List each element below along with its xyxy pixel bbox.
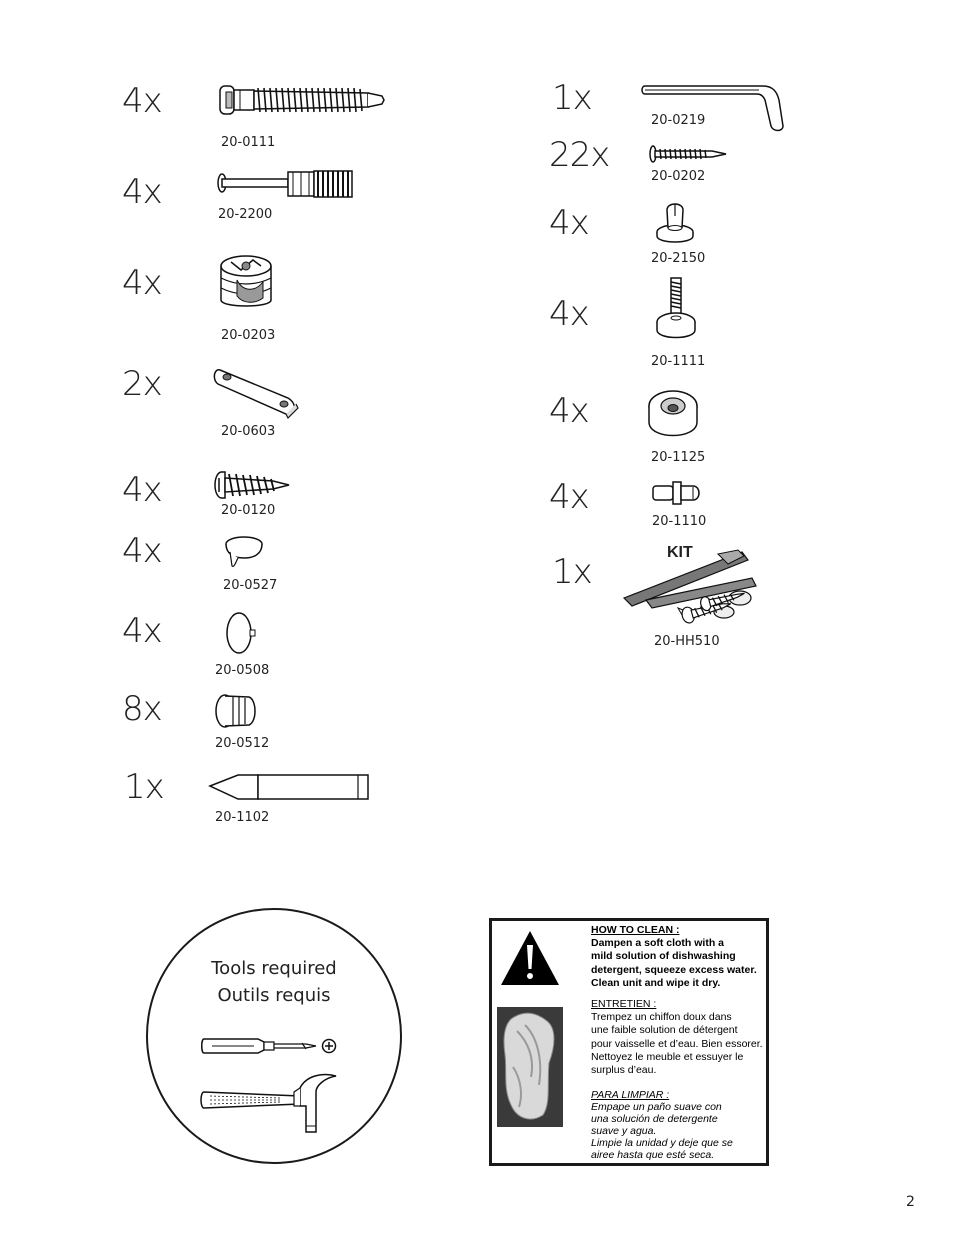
part-quantity: 4x [122,81,162,121]
part-code: 20-1102 [215,810,270,825]
part-quantity: 4x [122,263,162,303]
care-es-line: suave y agua. [591,1125,657,1137]
cam-bolt-screw-icon [218,82,388,118]
part-quantity: 4x [549,203,589,243]
care-es-line: Empape un paño suave con [591,1101,722,1113]
care-fr-line: une faible solution de détergent [591,1024,738,1037]
part-code: 20-1125 [651,450,706,465]
care-en-line: detergent, squeeze excess water. [591,963,757,976]
part-code: 20-2150 [651,251,706,266]
part-code: 20-0202 [651,169,706,184]
connector-bolt-icon [215,168,357,202]
part-code: 20-1111 [651,354,706,369]
part-quantity: 4x [122,531,162,571]
care-fr-heading: ENTRETIEN : [591,998,657,1010]
care-instructions-panel [489,918,769,1166]
care-fr [591,998,763,1077]
care-es-heading: PARA LIMPIAR : [591,1089,670,1101]
care-en-line: Clean unit and wipe it dry. [591,976,721,989]
foot-pad-icon [645,388,701,442]
care-es-line: Limpie la unidad y deje que se [591,1137,733,1149]
leveler-icon [653,276,699,344]
care-en-line: Dampen a soft cloth with a [591,937,725,950]
part-quantity: 1x [552,78,592,118]
tools-title-fr: Outils requis [217,985,331,1006]
glide-icon [654,200,696,244]
part-code: 20-0219 [651,113,706,128]
care-es [591,1089,733,1161]
part-code: 20-0111 [221,135,276,150]
care-fr-line: pour vaisselle et d’eau. Bien essorer. [591,1037,763,1050]
care-fr-line: surplus d’eau. [591,1064,657,1077]
part-quantity: 4x [122,172,162,212]
care-en-heading: HOW TO CLEAN : [591,924,680,936]
part-code: 20-0120 [221,503,276,518]
part-quantity: 1x [124,767,164,807]
kit-label: KIT [667,544,693,561]
cloth-icon [497,1007,563,1127]
part-quantity: 2x [122,364,162,404]
care-fr-line: Nettoyez le meuble et essuyer le [591,1050,744,1063]
part-code: 20-0512 [215,736,270,751]
shelf-pin-icon [651,480,703,506]
part-quantity: 4x [122,611,162,651]
part-code: 20-HH510 [654,634,720,649]
part-quantity: 4x [549,294,589,334]
part-quantity: 4x [549,477,589,517]
wax-crayon-icon [208,772,372,802]
metal-plate-icon [214,364,300,420]
care-en-line: mild solution of dishwashing [591,950,736,963]
wood-screw-icon [213,470,291,500]
tools-title-en: Tools required [211,958,337,979]
anti-tip-kit-icon [622,546,762,632]
tools-required-panel [146,908,402,1164]
care-fr-line: Trempez un chiffon doux dans [591,1011,732,1024]
care-en [591,924,757,990]
warning-icon [499,929,561,987]
cam-lock-icon [217,252,275,314]
part-code: 20-0603 [221,424,276,439]
cap-icon [224,534,266,570]
part-quantity: 4x [122,470,162,510]
part-code: 20-1110 [652,514,707,529]
care-es-line: una solución de detergente [591,1113,718,1125]
page-number: 2 [906,1194,915,1210]
part-quantity: 1x [552,552,592,592]
nail-icon [648,144,728,164]
hammer-icon [202,1070,338,1134]
part-code: 20-0508 [215,663,270,678]
screwdriver-icon [202,1034,342,1058]
part-code: 20-0527 [223,578,278,593]
part-quantity: 22x [549,135,610,175]
part-quantity: 4x [549,391,589,431]
care-es-line: airee hasta que esté seca. [591,1149,715,1161]
part-code: 20-2200 [218,207,273,222]
cover-disc-icon [225,610,259,656]
part-quantity: 8x [122,689,162,729]
part-code: 20-0203 [221,328,276,343]
dowel-plug-icon [213,692,259,730]
